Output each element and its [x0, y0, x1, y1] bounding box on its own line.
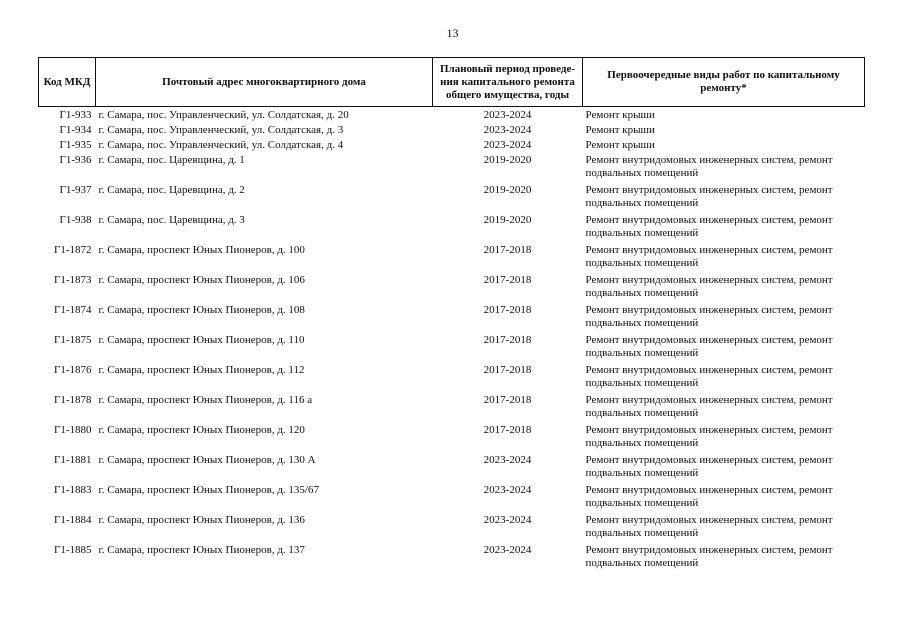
period-cell: 2023-2024	[483, 124, 532, 136]
page-number: 13	[446, 26, 459, 40]
table-row	[39, 244, 865, 274]
address-cell: г. Самара, проспект Юных Пионеров, д. 120	[98, 424, 305, 436]
header-address: Почтовый адрес многоквартирного дома	[96, 58, 433, 107]
address-cell: г. Самара, проспект Юных Пионеров, д. 106	[98, 274, 305, 286]
works-cell: Ремонт внутридомовых инженерных систем, ремонт подвальных помещений	[585, 544, 833, 569]
mkd-code-cell: Г1-1876	[53, 364, 92, 376]
table-row	[39, 139, 865, 154]
mkd-code-cell: Г1-1885	[53, 544, 92, 556]
table-row	[39, 304, 865, 334]
works-cell: Ремонт внутридомовых инженерных систем, ремонт подвальных помещений	[585, 364, 833, 389]
table-body	[39, 107, 865, 575]
header-works: Первоочередные виды работ по капитальному ремонту*	[583, 58, 865, 107]
address-cell: г. Самара, пос. Царевщина, д. 3	[98, 214, 245, 226]
address-cell: г. Самара, проспект Юных Пионеров, д. 136	[98, 514, 305, 526]
period-cell: 2023-2024	[483, 514, 532, 526]
period-cell: 2017-2018	[483, 394, 532, 406]
works-cell: Ремонт внутридомовых инженерных систем, ремонт подвальных помещений	[585, 274, 833, 299]
address-cell: г. Самара, проспект Юных Пионеров, д. 116 а	[98, 394, 313, 406]
mkd-code-cell: Г1-1875	[53, 334, 92, 346]
address-cell: г. Самара, пос. Управленческий, ул. Солдатская, д. 20	[98, 109, 349, 121]
works-cell: Ремонт внутридомовых инженерных систем, ремонт подвальных помещений	[585, 514, 833, 539]
period-cell: 2023-2024	[483, 109, 532, 121]
period-cell: 2017-2018	[483, 334, 532, 346]
works-cell: Ремонт внутридомовых инженерных систем, ремонт подвальных помещений	[585, 484, 833, 509]
works-cell: Ремонт внутридомовых инженерных систем, ремонт подвальных помещений	[585, 184, 833, 209]
table-header-row	[39, 58, 865, 107]
period-cell: 2019-2020	[483, 214, 532, 226]
table-row	[39, 544, 865, 574]
header-period: Плановый период проведе-ния капитального ремонта общего имущества, годы	[433, 58, 583, 107]
mkd-code-cell: Г1-938	[59, 214, 92, 226]
header-code: Код МКД	[39, 58, 96, 107]
period-cell: 2023-2024	[483, 139, 532, 151]
mkd-code-cell: Г1-933	[59, 109, 92, 121]
mkd-code-cell: Г1-1878	[53, 394, 92, 406]
mkd-code-cell: Г1-1874	[53, 304, 92, 316]
mkd-code-cell: Г1-1872	[53, 244, 92, 256]
mkd-code-cell: Г1-934	[59, 124, 92, 136]
table-row	[39, 214, 865, 244]
table-row	[39, 514, 865, 544]
table-row	[39, 454, 865, 484]
address-cell: г. Самара, пос. Царевщина, д. 2	[98, 184, 245, 196]
period-cell: 2017-2018	[483, 244, 532, 256]
mkd-code-cell: Г1-1873	[53, 274, 92, 286]
works-cell: Ремонт внутридомовых инженерных систем, ремонт подвальных помещений	[585, 154, 833, 179]
address-cell: г. Самара, пос. Управленческий, ул. Солдатская, д. 3	[98, 124, 344, 136]
mkd-code-cell: Г1-936	[59, 154, 92, 166]
period-cell: 2017-2018	[483, 274, 532, 286]
works-cell: Ремонт внутридомовых инженерных систем, ремонт подвальных помещений	[585, 334, 833, 359]
mkd-code-cell: Г1-1884	[53, 514, 92, 526]
period-cell: 2017-2018	[483, 424, 532, 436]
table-row	[39, 424, 865, 454]
table-row	[39, 394, 865, 424]
address-cell: г. Самара, проспект Юных Пионеров, д. 110	[98, 334, 305, 346]
works-cell: Ремонт внутридомовых инженерных систем, ремонт подвальных помещений	[585, 244, 833, 269]
period-cell: 2019-2020	[483, 154, 532, 166]
mkd-code-cell: Г1-1881	[53, 454, 92, 466]
works-cell: Ремонт крыши	[585, 124, 655, 136]
table-row	[39, 484, 865, 514]
table-row	[39, 334, 865, 364]
address-cell: г. Самара, проспект Юных Пионеров, д. 135/67	[98, 484, 319, 496]
period-cell: 2017-2018	[483, 304, 532, 316]
table-row	[39, 184, 865, 214]
address-cell: г. Самара, пос. Царевщина, д. 1	[98, 154, 245, 166]
address-cell: г. Самара, проспект Юных Пионеров, д. 100	[98, 244, 305, 256]
address-cell: г. Самара, проспект Юных Пионеров, д. 137	[98, 544, 305, 556]
table-row	[39, 274, 865, 304]
capital-repair-table	[38, 57, 865, 574]
period-cell: 2019-2020	[483, 184, 532, 196]
mkd-code-cell: Г1-937	[59, 184, 92, 196]
address-cell: г. Самара, пос. Управленческий, ул. Солдатская, д. 4	[98, 139, 344, 151]
period-cell: 2023-2024	[483, 454, 532, 466]
period-cell: 2023-2024	[483, 544, 532, 556]
works-cell: Ремонт крыши	[585, 109, 655, 121]
works-cell: Ремонт внутридомовых инженерных систем, ремонт подвальных помещений	[585, 304, 833, 329]
address-cell: г. Самара, проспект Юных Пионеров, д. 130 А	[98, 454, 316, 466]
table-row	[39, 154, 865, 184]
period-cell: 2017-2018	[483, 364, 532, 376]
address-cell: г. Самара, проспект Юных Пионеров, д. 112	[98, 364, 305, 376]
table-row	[39, 364, 865, 394]
period-cell: 2023-2024	[483, 484, 532, 496]
works-cell: Ремонт крыши	[585, 139, 655, 151]
address-cell: г. Самара, проспект Юных Пионеров, д. 108	[98, 304, 305, 316]
mkd-code-cell: Г1-1880	[53, 424, 92, 436]
works-cell: Ремонт внутридомовых инженерных систем, ремонт подвальных помещений	[585, 454, 833, 479]
mkd-code-cell: Г1-935	[59, 139, 92, 151]
table-row	[39, 107, 865, 125]
mkd-code-cell: Г1-1883	[53, 484, 92, 496]
table-row	[39, 124, 865, 139]
works-cell: Ремонт внутридомовых инженерных систем, ремонт подвальных помещений	[585, 424, 833, 449]
works-cell: Ремонт внутридомовых инженерных систем, ремонт подвальных помещений	[585, 394, 833, 419]
works-cell: Ремонт внутридомовых инженерных систем, ремонт подвальных помещений	[585, 214, 833, 239]
